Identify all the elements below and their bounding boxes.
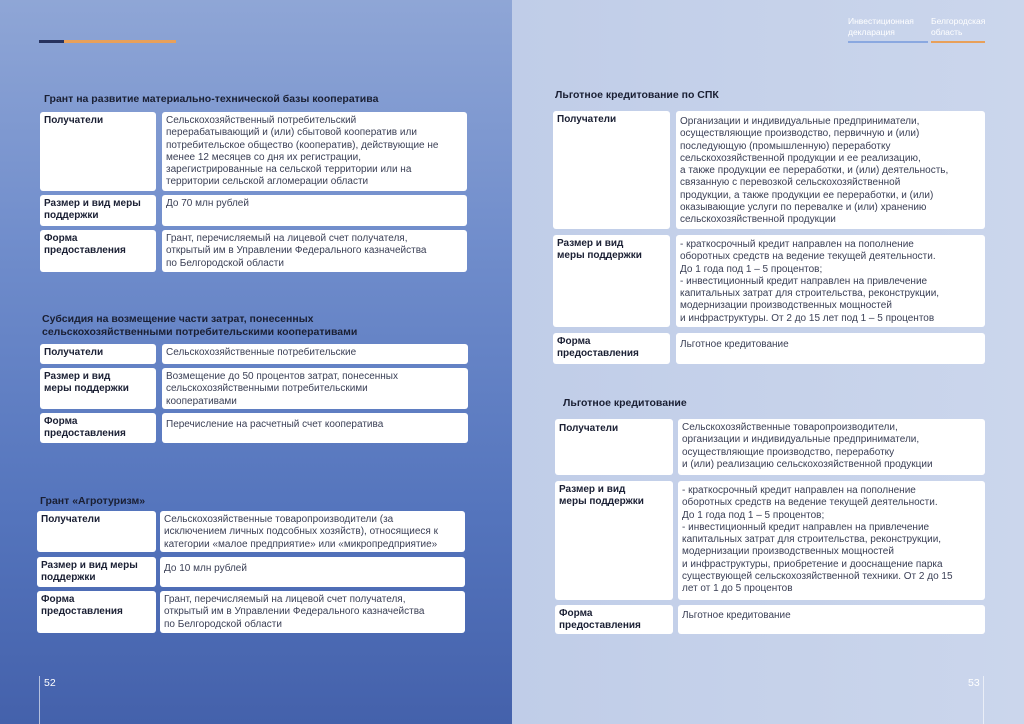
row-value-size: До 70 млн рублей (162, 195, 467, 226)
row-value-form: Льготное кредитование (678, 605, 985, 634)
row-value-form: Перечисление на расчетный счет кооператива (162, 413, 468, 443)
row-value-size: До 10 млн рублей (160, 557, 465, 587)
header-line-orange (931, 41, 985, 43)
row-label-form: Форма предоставления (37, 591, 156, 633)
row-label-recipients: Получатели (40, 344, 156, 364)
row-value-size: - краткосрочный кредит направлен на пополнение оборотных средств на ведение текущей деятельности. До 1 года под 1 – 5 процентов; - инвестиционный кредит направлен на привлечение капитальных затрат для строительства, реконструкции, модернизации производственных мощностей и инфраструктуры. От 2 до 15 лет под 1 – 5 процентов (676, 235, 985, 327)
row-label-form: Форма предоставления (40, 230, 156, 272)
accent-line-dark (39, 40, 64, 43)
section-title-agrotourism: Грант «Агротуризм» (40, 495, 146, 507)
section-title-grant-mtb: Грант на развитие материально-технической базы кооператива (44, 93, 379, 105)
row-value-form: Грант, перечисляемый на лицевой счет получателя, открытый им в Управлении Федерального казначейства по Белгородской области (160, 591, 465, 633)
section-title-spk-credit: Льготное кредитование по СПК (555, 89, 719, 101)
row-label-size: Размер и вид меры поддержки (555, 481, 673, 600)
header-line-blue (848, 41, 928, 43)
row-value-size: - краткосрочный кредит направлен на пополнение оборотных средств на ведение текущей деятельности. До 1 года под 1 – 5 процентов; - инвестиционный кредит направлен на привлечение капитальных затрат для строительства, реконструкции, модернизации производственных мощностей и инфраструктуры, приобретение и дооснащение парка существующей сельскохозяйственной техники. От 2 до 15 лет от 1 до 5 процентов (678, 481, 985, 600)
page-divider-left (39, 676, 40, 724)
section-title-credit: Льготное кредитование (563, 397, 687, 409)
row-label-size: Размер и вид меры поддержки (40, 368, 156, 409)
page-number-left: 52 (44, 677, 56, 689)
row-label-size: Размер и вид меры поддержки (40, 195, 156, 226)
row-value-recipients: Сельскохозяйственные товаропроизводители (за исключением личных подсобных хозяйств), относящиеся к категории «малое предприятие» или «микропредприятие» (160, 511, 465, 552)
row-label-recipients: Получатели (555, 419, 673, 475)
row-label-recipients: Получатели (40, 112, 156, 191)
page-divider-right (983, 676, 984, 724)
row-label-size: Размер и вид меры поддержки (37, 557, 156, 587)
row-label-form: Форма предоставления (40, 413, 156, 443)
row-label-recipients: Получатели (553, 111, 670, 229)
header-tag-region: Белгородская область (931, 16, 986, 37)
row-label-recipients: Получатели (37, 511, 156, 552)
row-value-form: Грант, перечисляемый на лицевой счет получателя, открытый им в Управлении Федерального казначейства по Белгородской области (162, 230, 467, 272)
section-title-subsidy: Субсидия на возмещение части затрат, понесенных сельскохозяйственными потребительскими кооперативами (42, 313, 358, 338)
row-value-recipients: Сельскохозяйственные потребительские (162, 344, 468, 364)
row-value-recipients: Организации и индивидуальные предприниматели, осуществляющие производство, первичную и (или) последующую (промышленную) переработку сельскохозяйственной продукции и ее реализацию, а также продукции ее переработки, и (или) деятельность, связанную с перевозкой сельскохозяйственной продукции, а также продукции ее переработки, и (или) оказывающие услуги по перевалке и (или) хранению сельскохозяйственной продукции (676, 111, 985, 229)
row-label-size: Размер и вид меры поддержки (553, 235, 670, 327)
accent-line (39, 40, 176, 43)
accent-line-orange (64, 40, 176, 43)
row-value-size: Возмещение до 50 процентов затрат, понесенных сельскохозяйственными потребительскими кооперативами (162, 368, 468, 409)
row-label-form: Форма предоставления (553, 333, 670, 364)
header-tag-declaration: Инвестиционная декларация (848, 16, 914, 37)
row-value-recipients: Сельскохозяйственный потребительский перерабатывающий и (или) сбытовой кооператив или потребительское общество (кооператив), действующие не менее 12 месяцев со дня их регистрации, зарегистрированные на сельской территории или на территории сельской агломерации области (162, 112, 467, 191)
row-value-recipients: Сельскохозяйственные товаропроизводители, организации и индивидуальные предприниматели, осуществляющие производство, переработку и (или) реализацию сельскохозяйственной продукции (678, 419, 985, 475)
row-value-form: Льготное кредитование (676, 333, 985, 364)
header-tags (848, 16, 988, 46)
row-label-form: Форма предоставления (555, 605, 673, 634)
page-number-right: 53 (968, 677, 980, 689)
